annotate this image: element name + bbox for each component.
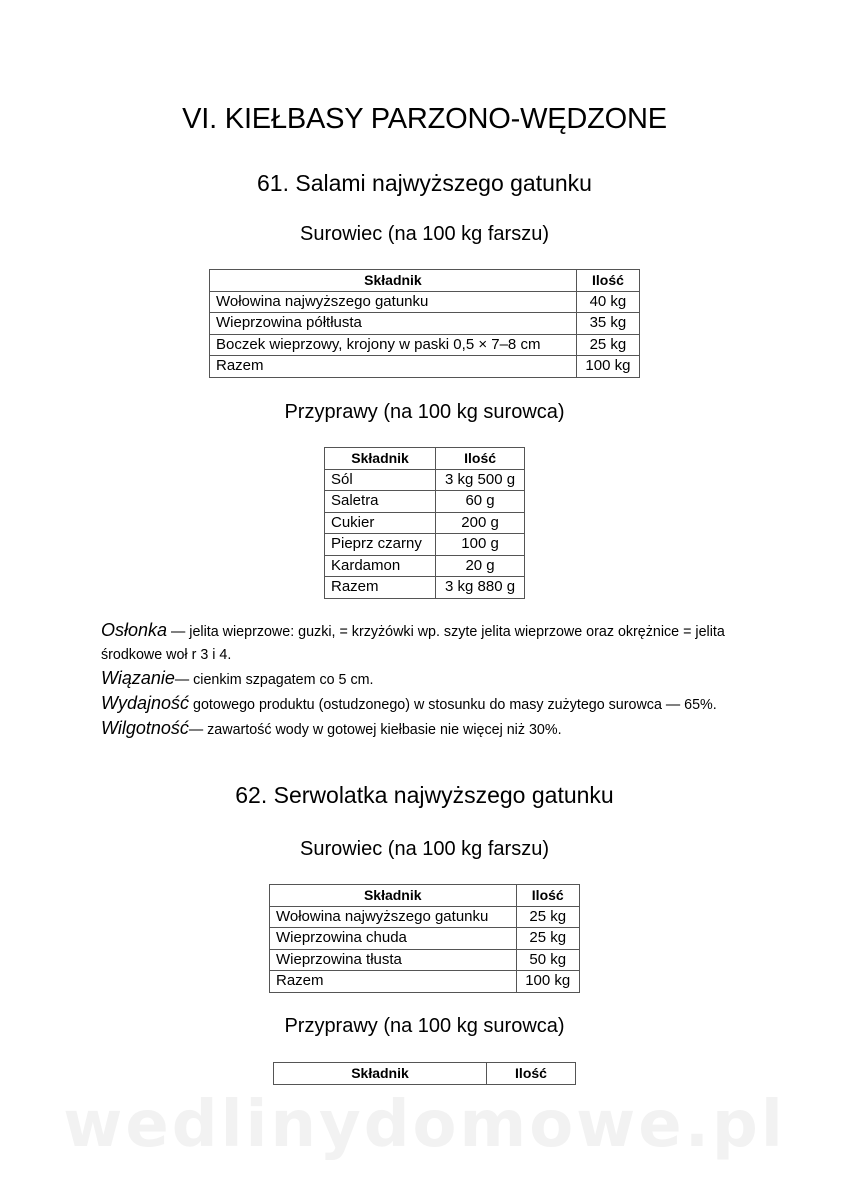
column-header-ingredient: Składnik bbox=[210, 270, 577, 292]
ingredient-cell: Boczek wieprzowy, krojony w paski 0,5 × 7–8 cm bbox=[210, 334, 577, 356]
table-header-row bbox=[325, 448, 525, 470]
note-moisture-label: Wilgotność bbox=[101, 718, 189, 738]
table-row bbox=[325, 491, 525, 513]
recipe-62-spice-heading: Przyprawy (na 100 kg surowca) bbox=[284, 1015, 565, 1037]
amount-cell: 100 kg bbox=[576, 356, 639, 378]
ingredient-cell: Wieprzowina półtłusta bbox=[210, 313, 577, 335]
note-moisture bbox=[101, 717, 761, 742]
table-header-row bbox=[210, 270, 640, 292]
chapter-title: VI. KIEŁBASY PARZONO-WĘDZONE bbox=[182, 103, 667, 135]
ingredient-cell: Wołowina najwyższego gatunku bbox=[210, 291, 577, 313]
recipe-61-raw-table bbox=[209, 269, 640, 378]
amount-cell: 35 kg bbox=[576, 313, 639, 335]
note-binding-label: Wiązanie bbox=[101, 668, 175, 688]
amount-cell: 25 kg bbox=[516, 906, 580, 928]
amount-cell: 200 g bbox=[436, 512, 525, 534]
amount-cell: 50 kg bbox=[516, 949, 580, 971]
recipe-61-notes bbox=[101, 619, 761, 742]
recipe-62-raw-table bbox=[269, 884, 580, 993]
amount-cell: 40 kg bbox=[576, 291, 639, 313]
table-row bbox=[270, 949, 580, 971]
ingredient-cell: Kardamon bbox=[325, 555, 436, 577]
table-row bbox=[325, 555, 525, 577]
ingredient-cell: Saletra bbox=[325, 491, 436, 513]
table-row bbox=[325, 469, 525, 491]
table-row bbox=[270, 906, 580, 928]
column-header-amount: Ilość bbox=[576, 270, 639, 292]
amount-cell: 60 g bbox=[436, 491, 525, 513]
table-row bbox=[325, 577, 525, 599]
table-header-row bbox=[270, 885, 580, 907]
ingredient-cell: Razem bbox=[270, 971, 517, 993]
watermark: wedlinydomowe.pl bbox=[63, 1088, 786, 1162]
table-row bbox=[210, 291, 640, 313]
column-header-ingredient: Składnik bbox=[274, 1063, 487, 1085]
note-yield bbox=[101, 692, 761, 717]
table-row bbox=[210, 356, 640, 378]
recipe-61-raw-heading: Surowiec (na 100 kg farszu) bbox=[299, 223, 549, 245]
note-moisture-text: — zawartość wody w gotowej kiełbasie nie więcej niż 30%. bbox=[188, 722, 562, 738]
recipe-61-title: 61. Salami najwyższego gatunku bbox=[257, 170, 592, 196]
column-header-ingredient: Składnik bbox=[325, 448, 436, 470]
ingredient-cell: Wołowina najwyższego gatunku bbox=[270, 906, 517, 928]
table-row bbox=[270, 928, 580, 950]
column-header-ingredient: Składnik bbox=[270, 885, 517, 907]
ingredient-cell: Sól bbox=[325, 469, 436, 491]
table-row bbox=[210, 334, 640, 356]
note-yield-label: Wydajność bbox=[101, 693, 190, 713]
note-binding-text: — cienkim szpagatem co 5 cm. bbox=[174, 672, 374, 688]
note-casing-label: Osłonka bbox=[101, 620, 168, 640]
table-header-row bbox=[274, 1063, 576, 1085]
amount-cell: 3 kg 500 g bbox=[436, 469, 525, 491]
amount-cell: 20 g bbox=[436, 555, 525, 577]
ingredient-cell: Razem bbox=[210, 356, 577, 378]
recipe-61-spice-table bbox=[324, 447, 525, 599]
recipe-62-spice-table bbox=[273, 1062, 576, 1085]
amount-cell: 25 kg bbox=[576, 334, 639, 356]
note-yield-text: gotowego produktu (ostudzonego) w stosunku do masy zużytego surowca — 65%. bbox=[189, 697, 717, 713]
ingredient-cell: Wieprzowina chuda bbox=[270, 928, 517, 950]
amount-cell: 3 kg 880 g bbox=[436, 577, 525, 599]
recipe-62-title: 62. Serwolatka najwyższego gatunku bbox=[235, 782, 614, 808]
table-row bbox=[270, 971, 580, 993]
column-header-amount: Ilość bbox=[516, 885, 580, 907]
ingredient-cell: Cukier bbox=[325, 512, 436, 534]
table-row bbox=[325, 534, 525, 556]
note-binding bbox=[101, 667, 761, 692]
amount-cell: 100 g bbox=[436, 534, 525, 556]
amount-cell: 100 kg bbox=[516, 971, 580, 993]
column-header-amount: Ilość bbox=[436, 448, 525, 470]
recipe-62-raw-heading: Surowiec (na 100 kg farszu) bbox=[299, 838, 549, 860]
table-row bbox=[210, 313, 640, 335]
amount-cell: 25 kg bbox=[516, 928, 580, 950]
recipe-61-spice-heading: Przyprawy (na 100 kg surowca) bbox=[284, 401, 565, 423]
table-row bbox=[325, 512, 525, 534]
ingredient-cell: Razem bbox=[325, 577, 436, 599]
ingredient-cell: Pieprz czarny bbox=[325, 534, 436, 556]
ingredient-cell: Wieprzowina tłusta bbox=[270, 949, 517, 971]
column-header-amount: Ilość bbox=[487, 1063, 576, 1085]
note-casing-text: — jelita wieprzowe: guzki, = krzyżówki wp. szyte jelita wieprzowe oraz okrężnice = jelita środkowe woł r 3 i 4. bbox=[101, 624, 725, 663]
note-casing bbox=[101, 619, 761, 667]
